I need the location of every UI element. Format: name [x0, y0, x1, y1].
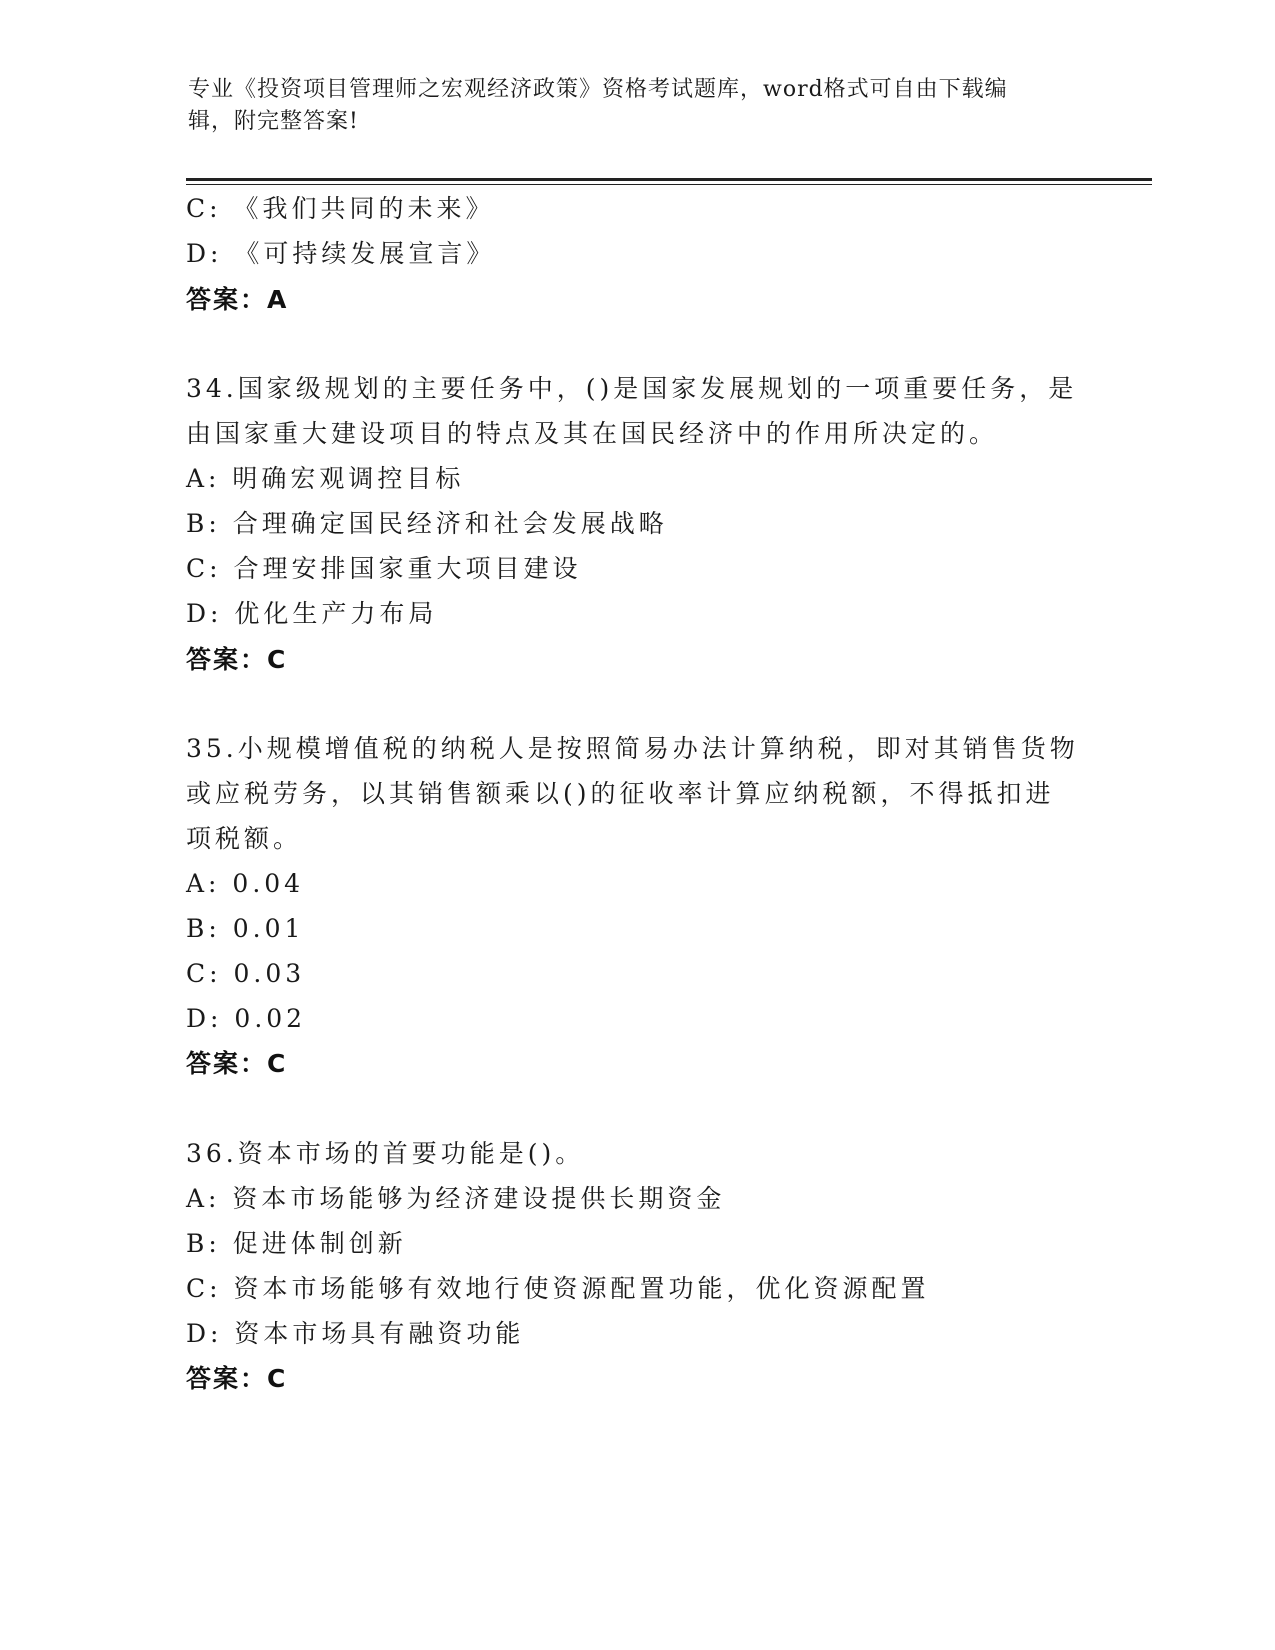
option-d: D: 《可持续发展宣言》: [186, 239, 496, 268]
question-36-stem-line-1: 36.资本市场的首要功能是()。: [186, 1139, 585, 1168]
option-c: C: 《我们共同的未来》: [186, 194, 495, 223]
question-34-option-d: D: 优化生产力布局: [186, 599, 438, 628]
question-35-stem-line-3: 项税额。: [186, 824, 303, 853]
answer-line: 答案：A: [186, 285, 289, 314]
question-35-option-a: A: 0.04: [186, 869, 305, 898]
question-36-option-b: B: 促进体制创新: [186, 1229, 407, 1258]
question-36-option-c: C: 资本市场能够有效地行使资源配置功能，优化资源配置: [186, 1274, 930, 1303]
question-34-stem-line-2: 由国家重大建设项目的特点及其在国民经济中的作用所决定的。: [186, 419, 999, 448]
question-35-answer: 答案：C: [186, 1049, 288, 1078]
question-35-option-b: B: 0.01: [186, 914, 305, 943]
question-34-stem-line-1: 34.国家级规划的主要任务中，()是国家发展规划的一项重要任务，是: [186, 374, 1078, 403]
question-36-option-a: A: 资本市场能够为经济建设提供长期资金: [186, 1184, 726, 1213]
question-34-answer: 答案：C: [186, 645, 288, 674]
question-35-stem-line-1: 35.小规模增值税的纳税人是按照简易办法计算纳税，即对其销售货物: [186, 734, 1079, 763]
question-36-answer: 答案：C: [186, 1364, 288, 1393]
question-35-option-c: C: 0.03: [186, 959, 306, 988]
header-divider-thick: [186, 178, 1152, 181]
question-36-option-d: D: 资本市场具有融资功能: [186, 1319, 525, 1348]
question-34-option-c: C: 合理安排国家重大项目建设: [186, 554, 582, 583]
question-35-option-d: D: 0.02: [186, 1004, 307, 1033]
question-34-option-b: B: 合理确定国民经济和社会发展战略: [186, 509, 668, 538]
question-34-option-a: A: 明确宏观调控目标: [186, 464, 465, 493]
document-header: [188, 74, 1068, 138]
header-intro-line-2: 辑，附完整答案!: [188, 109, 359, 134]
question-35-stem-line-2: 或应税劳务，以其销售额乘以()的征收率计算应纳税额，不得抵扣进: [186, 779, 1055, 808]
header-intro-line-1: 专业《投资项目管理师之宏观经济政策》资格考试题库，word格式可自由下载编: [188, 77, 1008, 102]
header-divider-thin: [186, 184, 1152, 185]
